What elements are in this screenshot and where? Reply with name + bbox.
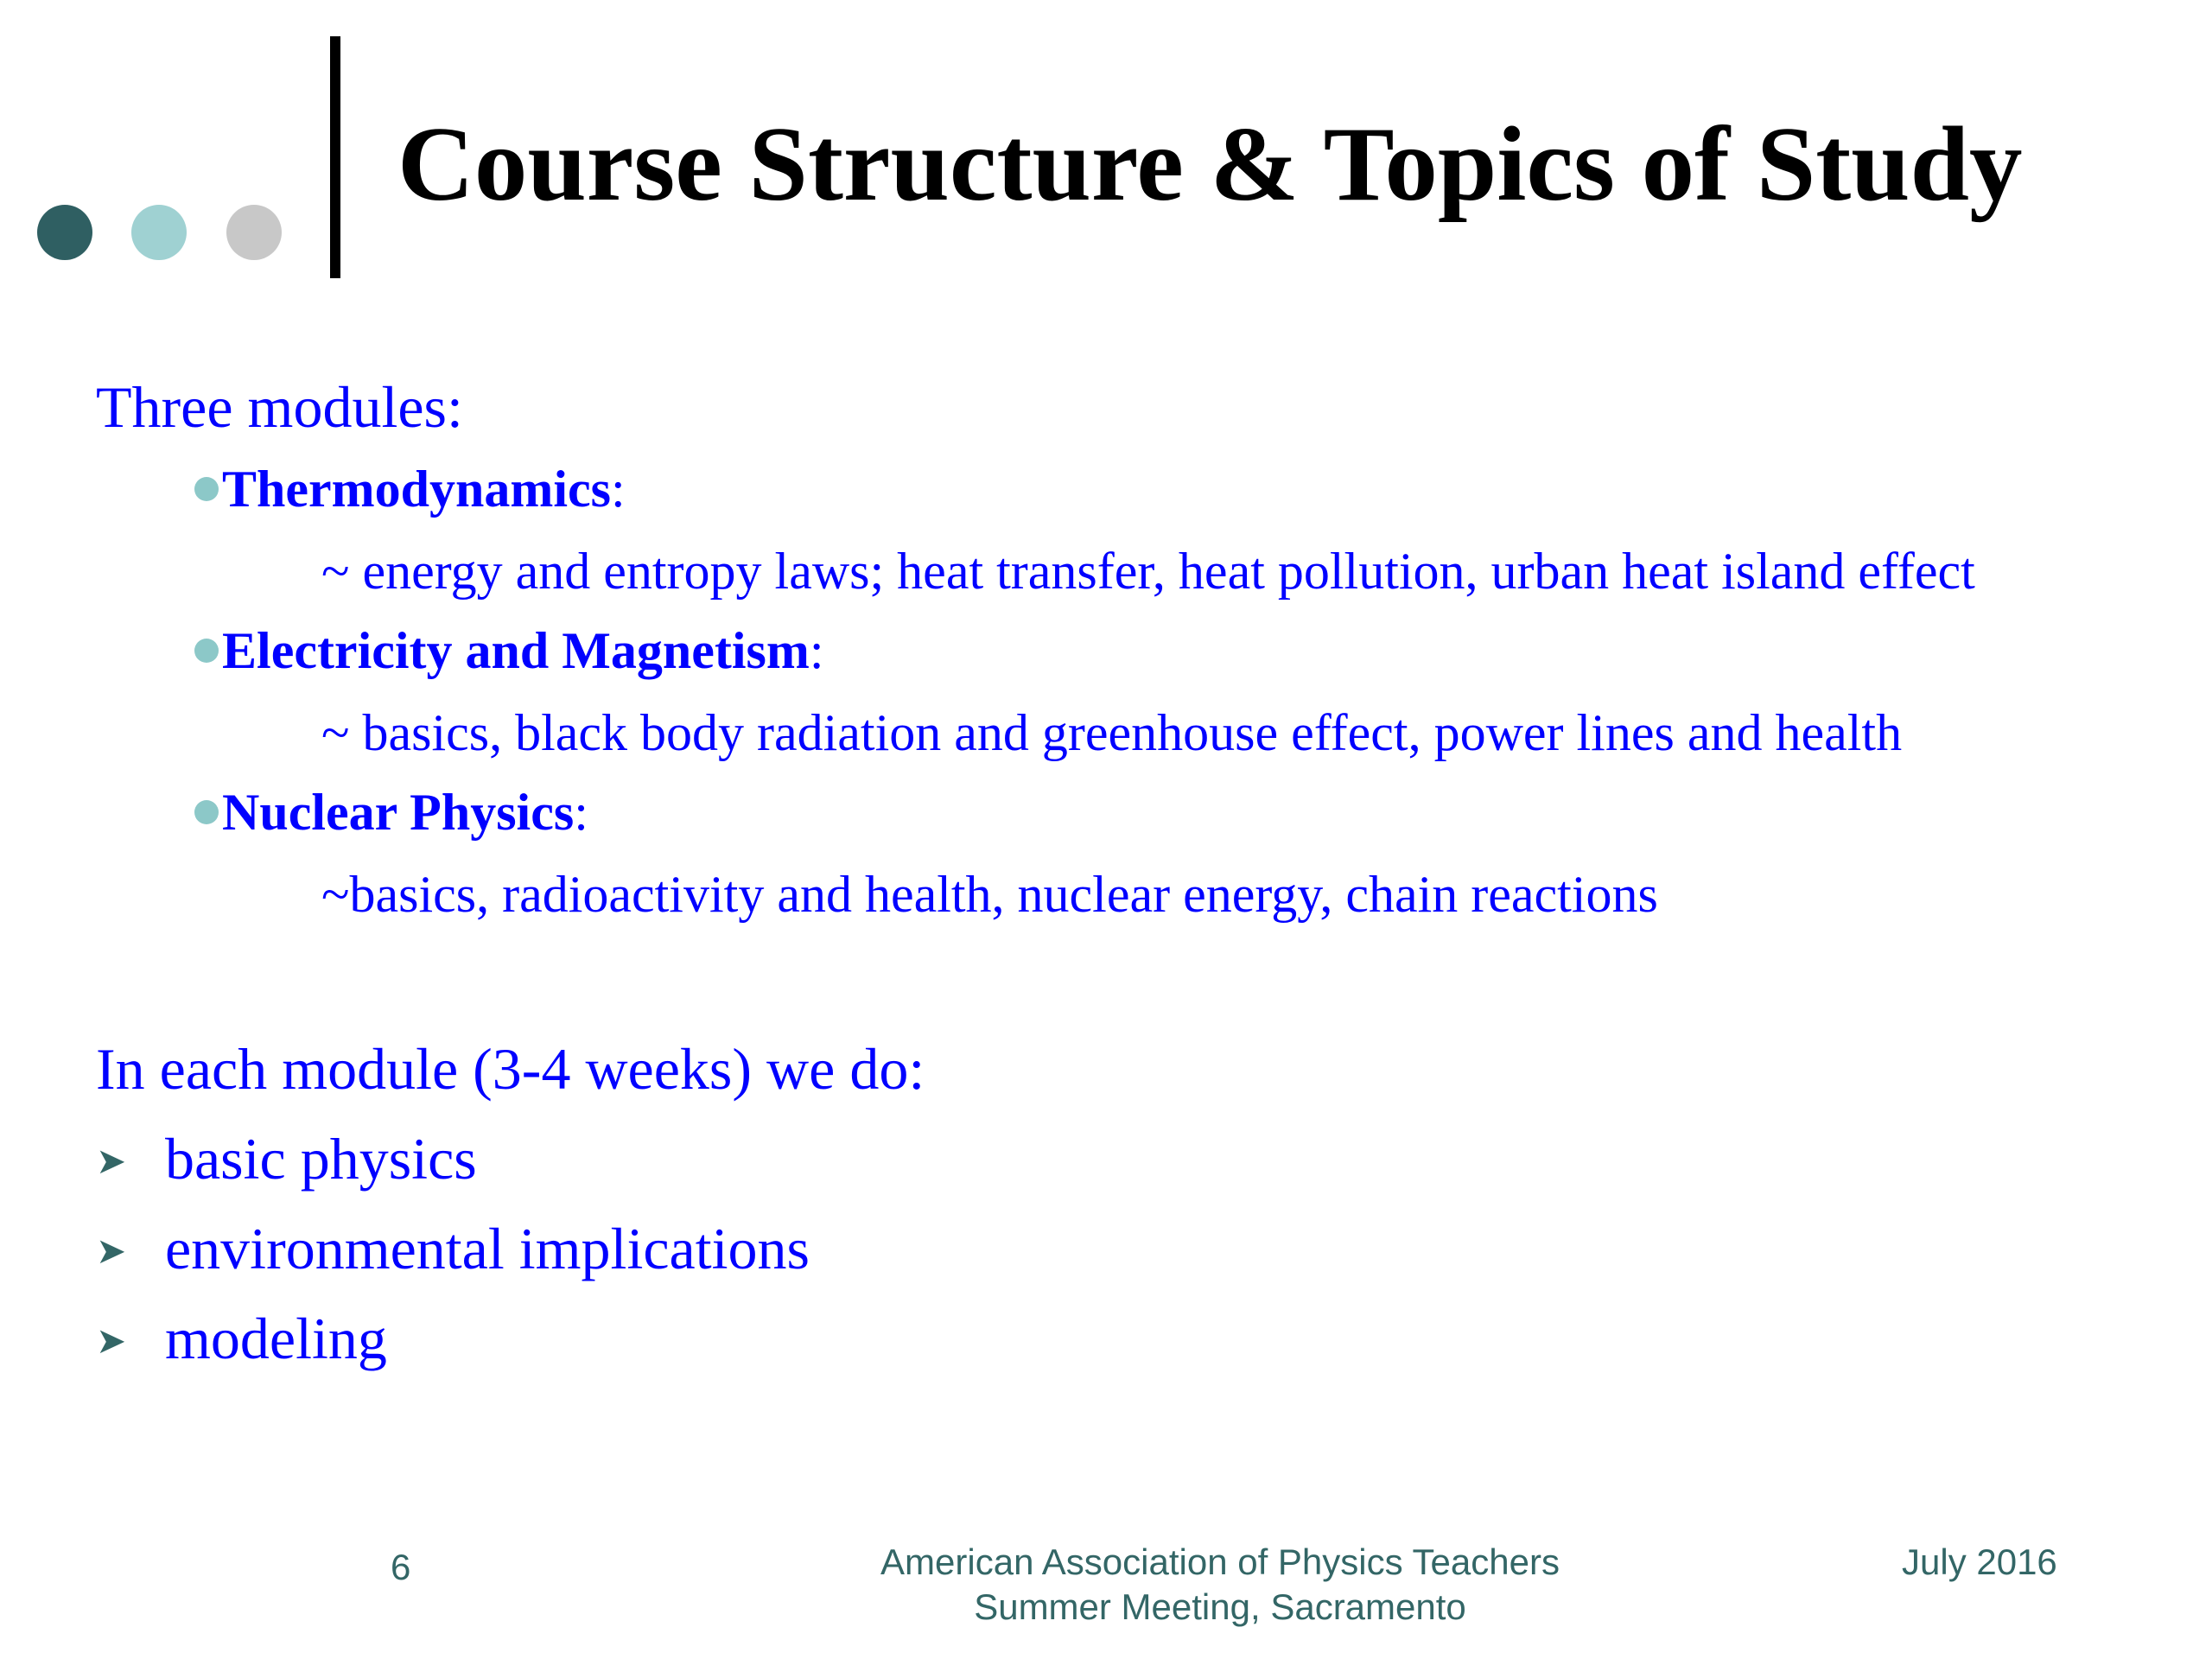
module-suffix: : — [809, 622, 824, 679]
decorative-dot-teal — [131, 205, 187, 260]
footer-organization — [872, 1540, 1568, 1630]
module-name: Electricity and Magnetism — [222, 622, 810, 679]
activity-item — [96, 1126, 477, 1192]
arrow-bullet-icon: ➤ — [96, 1142, 127, 1182]
footer-date: July 2016 — [1902, 1541, 2057, 1582]
module-suffix: : — [574, 784, 588, 841]
decorative-dot-dark — [37, 205, 92, 260]
module-item-electricity-magnetism — [194, 622, 824, 679]
activity-item — [96, 1306, 387, 1371]
decorative-dot-gray — [226, 205, 282, 260]
bullet-dot-icon — [194, 800, 219, 824]
module-item-nuclear-physics — [194, 784, 588, 841]
module-name: Thermodynamics — [222, 461, 611, 518]
modules-intro: Three modules: — [96, 374, 463, 440]
module-name: Nuclear Physics — [222, 784, 575, 841]
section-heading: In each module (3-4 weeks) we do: — [96, 1036, 925, 1102]
bullet-dot-icon — [194, 639, 219, 663]
bullet-dot-icon — [194, 477, 219, 501]
activity-item — [96, 1216, 810, 1281]
title-divider — [330, 36, 340, 278]
slide-number: 6 — [391, 1547, 411, 1587]
module-topics-thermodynamics: ~ energy and entropy laws; heat transfer, heat pollution, urban heat island effect — [321, 543, 1975, 600]
activity-label: environmental implications — [165, 1216, 810, 1281]
arrow-bullet-icon: ➤ — [96, 1322, 127, 1362]
module-topics-nuclear-physics: ~basics, radioactivity and health, nuclear energy, chain reactions — [321, 866, 1658, 923]
activity-label: modeling — [165, 1306, 387, 1371]
module-item-thermodynamics — [194, 461, 626, 518]
module-suffix: : — [611, 461, 626, 518]
footer-line-1: American Association of Physics Teachers — [880, 1541, 1560, 1582]
footer-line-2: Summer Meeting, Sacramento — [974, 1586, 1466, 1627]
activity-label: basic physics — [165, 1126, 477, 1192]
module-topics-electricity-magnetism: ~ basics, black body radiation and greenhouse effect, power lines and health — [321, 704, 1903, 761]
slide-title: Course Structure & Topics of Study — [397, 105, 2023, 223]
arrow-bullet-icon: ➤ — [96, 1232, 127, 1272]
